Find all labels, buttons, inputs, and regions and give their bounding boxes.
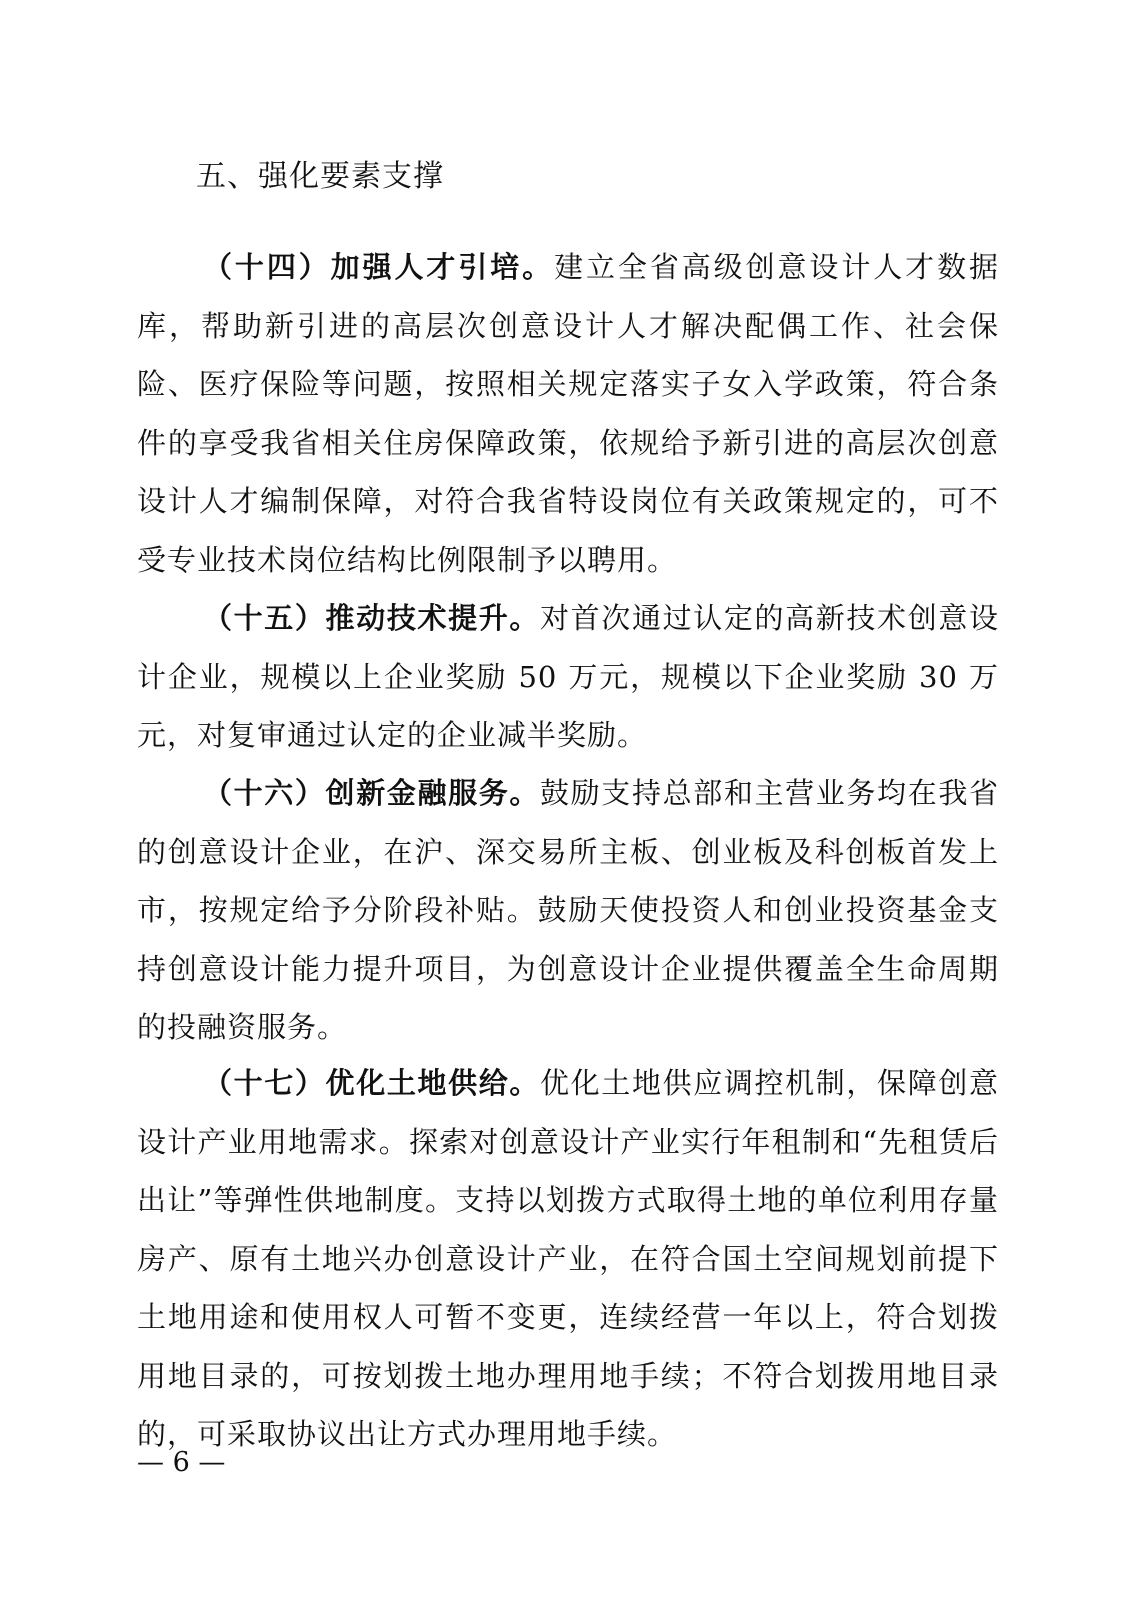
paragraph-land (137, 1054, 999, 1464)
paragraph-lead: （十七）优化土地供给。 (203, 1066, 541, 1100)
paragraph-finance (137, 764, 999, 1057)
page-number: — 6 — (137, 1447, 226, 1478)
paragraph-body: 对首次通过认定的高新技术创意设计企业，规模以上企业奖励 50 万元，规模以下企业奖励 30 万元，对复审通过认定的企业减半奖励。 (137, 601, 999, 752)
paragraph-body: 鼓励支持总部和主营业务均在我省的创意设计企业，在沪、深交易所主板、创业板及科创板首发上市，按规定给予分阶段补贴。鼓励天使投资人和创业投资基金支持创意设计能力提升项目，为创意设计企业提供覆盖全生命周期的投融资服务。 (137, 776, 999, 1044)
section-heading: 五、强化要素支撑 (196, 159, 444, 194)
paragraph-technology (137, 589, 999, 765)
paragraph-lead: （十六）创新金融服务。 (203, 776, 541, 810)
paragraph-body: 优化土地供应调控机制，保障创意设计产业用地需求。探索对创意设计产业实行年租制和“先租赁后出让”等弹性供地制度。支持以划拨方式取得土地的单位利用存量房产、原有土地兴办创意设计产业，在符合国土空间规划前提下土地用途和使用权人可暂不变更，连续经营一年以上，符合划拨用地目录的，可按划拨土地办理用地手续；不符合划拨用地目录的，可采取协议出让方式办理用地手续。 (137, 1066, 999, 1451)
paragraph-lead: （十五）推动技术提升。 (203, 601, 541, 635)
paragraph-lead: （十四）加强人才引培。 (203, 250, 555, 284)
paragraph-talent (137, 238, 999, 589)
paragraph-body: 建立全省高级创意设计人才数据库，帮助新引进的高层次创意设计人才解决配偶工作、社会保险、医疗保险等问题，按照相关规定落实子女入学政策，符合条件的享受我省相关住房保障政策，依规给予新引进的高层次创意设计人才编制保障，对符合我省特设岗位有关政策规定的，可不受专业技术岗位结构比例限制予以聘用。 (137, 250, 999, 577)
